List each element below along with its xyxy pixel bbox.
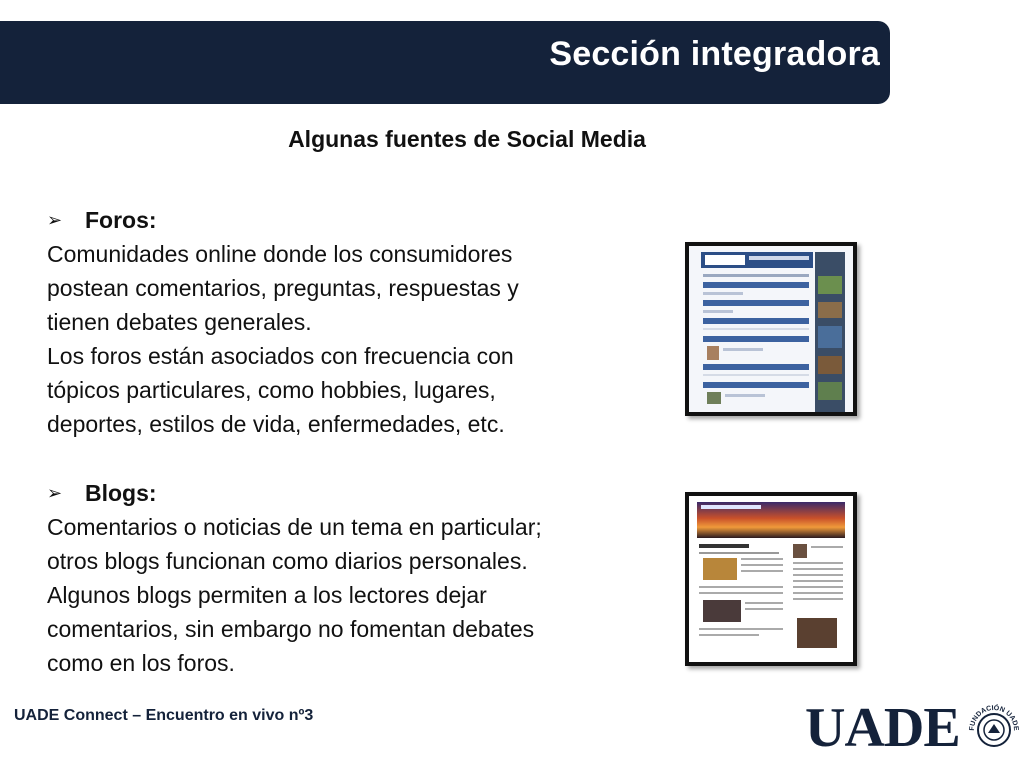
arrow-bullet-icon: ➢ — [47, 483, 63, 503]
footer-event-label: UADE Connect – Encuentro en vivo nº3 — [14, 707, 314, 724]
section-line: deportes, estilos de vida, enfermedades, etc. — [47, 411, 505, 437]
section-heading: Blogs: — [85, 480, 157, 506]
forum-screenshot-image — [685, 242, 857, 416]
bullet-foros — [47, 203, 647, 237]
section-line: tienen debates generales. — [47, 309, 312, 335]
section-line: postean comentarios, preguntas, respuestas y — [47, 275, 519, 301]
section-line: Comentarios o noticias de un tema en particular; — [47, 514, 542, 540]
uade-logo — [805, 697, 1022, 759]
title-bar — [0, 21, 890, 104]
blog-screenshot-image — [685, 492, 857, 666]
arrow-bullet-icon: ➢ — [47, 210, 63, 230]
section-line: Algunos blogs permiten a los lectores dejar — [47, 582, 487, 608]
blog-page-illustration — [689, 496, 853, 662]
slide-subtitle: Algunas fuentes de Social Media — [288, 126, 646, 152]
svg-text:FUNDACIÓN UADE: FUNDACIÓN UADE — [968, 704, 1019, 731]
section-foros — [47, 203, 647, 441]
fundacion-seal-icon — [966, 700, 1022, 756]
section-blogs — [47, 476, 647, 680]
bullet-blogs — [47, 476, 647, 510]
section-line: como en los foros. — [47, 650, 235, 676]
slide-title: Sección integradora — [549, 35, 880, 73]
section-heading: Foros: — [85, 207, 157, 233]
section-line: comentarios, sin embargo no fomentan debates — [47, 616, 535, 642]
section-line: tópicos particulares, como hobbies, lugares, — [47, 377, 496, 403]
section-line: Los foros están asociados con frecuencia con — [47, 343, 514, 369]
section-line: otros blogs funcionan como diarios personales. — [47, 548, 528, 574]
logo-text: UADE — [805, 697, 960, 759]
forum-page-illustration — [689, 246, 853, 412]
section-line: Comunidades online donde los consumidores — [47, 241, 513, 267]
